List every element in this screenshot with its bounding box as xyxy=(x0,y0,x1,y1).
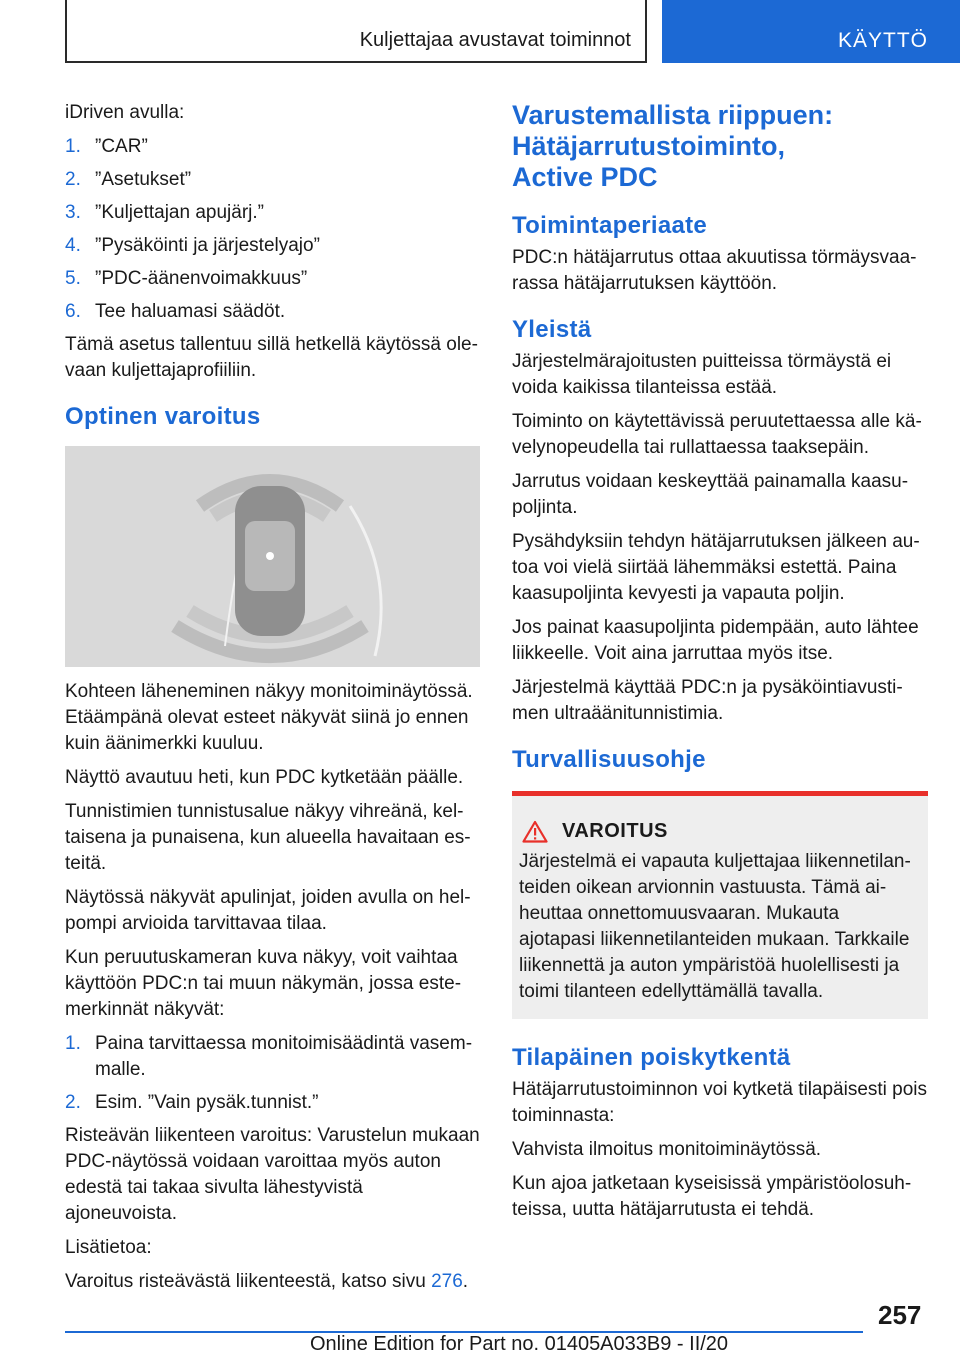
step-number: 1. xyxy=(65,136,81,157)
step-text: ”Pysäköinti ja järjestelyajo” xyxy=(95,235,320,256)
step-text: ”Asetukset” xyxy=(95,169,192,190)
more-info-label: Lisätietoa: xyxy=(65,1237,152,1258)
settings-steps xyxy=(65,134,480,325)
temporary-off-para-3: Kun ajoa jatketaan kyseisissä ympäristöolosuhteissa, uutta hätäjarrutusta ei tehdä. xyxy=(512,1173,912,1220)
header-tab-label: KÄYTTÖ xyxy=(837,29,928,52)
principle-text: PDC:n hätäjarrutus ottaa akuutissa törmäysvaarassa hätäjarrutuksen käyttöön. xyxy=(512,247,917,294)
step-text: ”CAR” xyxy=(95,136,148,157)
page-link[interactable]: 276 xyxy=(431,1271,463,1292)
step-number: 3. xyxy=(65,202,81,223)
title-line-2: Hätäjarrutustoiminto, xyxy=(512,131,786,161)
principle-heading: Toimintaperiaate xyxy=(512,212,708,239)
step-number: 4. xyxy=(65,235,81,256)
safety-heading: Turvallisuusohje xyxy=(512,746,706,773)
list-item xyxy=(65,266,480,292)
general-para-1: Järjestelmärajoitusten puitteissa törmäystä ei voida kaikissa tilanteissa estää. xyxy=(512,351,892,398)
page-number: 257 xyxy=(878,1300,922,1330)
camera-steps xyxy=(65,1031,480,1116)
step-text: Tee haluamasi säädöt. xyxy=(95,301,286,322)
general-section xyxy=(512,315,928,727)
warning-triangle-icon xyxy=(522,820,548,843)
optical-para-5: Kun peruutuskameran kuva näkyy, voit vaihtaa käyttöön PDC:n tai muun näkymän, jossa estemerkinnät näkyvät: xyxy=(65,947,462,1020)
temporary-off-heading: Tilapäinen poiskytkentä xyxy=(512,1044,791,1071)
cross-reference-suffix: . xyxy=(462,1271,469,1292)
footer-edition: Online Edition for Part no. 01405A033B9 - II/20 xyxy=(310,1333,729,1355)
optical-para-3: Tunnistimien tunnistusalue näkyy vihreänä, keltaisena ja punaisena, kun alueella havaitaan esteitä. xyxy=(65,801,471,874)
optical-para-1: Kohteen läheneminen näkyy monitoiminäytössä. Etäämpänä olevat esteet näkyvät siinä jo ennen kuin äänimerkki kuuluu. xyxy=(65,681,473,754)
step-number: 6. xyxy=(65,301,81,322)
title-line-1: Varustemallista riippuen: xyxy=(512,100,834,130)
step-text: ”Kuljettajan apujärj.” xyxy=(95,202,264,223)
car-center-dot xyxy=(266,552,274,560)
temporary-off-para-2: Vahvista ilmoitus monitoiminäytössä. xyxy=(512,1139,822,1160)
cross-reference xyxy=(65,1269,480,1295)
step-text: Paina tarvittaessa monitoimisäädintä vasemmalle. xyxy=(95,1033,473,1080)
temporary-off-section xyxy=(512,1043,928,1223)
pdc-display-illustration xyxy=(65,446,480,667)
step-text: Esim. ”Vain pysäk.tunnist.” xyxy=(95,1092,319,1113)
step-number: 2. xyxy=(65,169,81,190)
cross-traffic-para: Risteävän liikenteen varoitus: Varustelun mukaan PDC-näytössä voidaan varoittaa myös auton edestä tai takaa sivulta lähestyvistä ajoneuvoista. xyxy=(65,1125,480,1224)
list-item xyxy=(65,134,480,160)
general-heading: Yleistä xyxy=(512,316,592,343)
right-column xyxy=(512,100,928,1241)
optical-para-2: Näyttö avautuu heti, kun PDC kytketään päälle. xyxy=(65,767,464,788)
list-item xyxy=(65,299,480,325)
temporary-off-para-1: Hätäjarrutustoiminnon voi kytketä tilapäisesti pois toiminnasta: xyxy=(512,1079,928,1126)
general-para-6: Järjestelmä käyttää PDC:n ja pysäköintiavustimen ultraäänitunnistimia. xyxy=(512,677,903,724)
step-number: 2. xyxy=(65,1092,81,1113)
header-section-title: Kuljettajaa avustavat toiminnot xyxy=(359,29,631,51)
warning-box xyxy=(512,791,928,1019)
warning-header xyxy=(519,820,918,843)
left-column xyxy=(65,100,480,1303)
list-item xyxy=(65,200,480,226)
general-para-5: Jos painat kaasupoljinta pidempään, auto lähtee liikkeelle. Voit aina jarruttaa myös itse. xyxy=(512,617,919,664)
intro-text: iDriven avulla: xyxy=(65,102,185,123)
warning-text: Järjestelmä ei vapauta kuljettajaa liikennetilanteiden oikean arvionnin vastuusta. Tämä aiheuttaa onnettomuusvaaran. Mukauta ajotapasi liikennetilanteiden mukaan. Tarkkaile liikennettä ja auton ympäristöä huolellisesti ja toimi tilanteen edellyttämällä tavalla. xyxy=(519,851,911,1002)
title-line-3: Active PDC xyxy=(512,162,658,192)
general-para-3: Jarrutus voidaan keskeyttää painamalla kaasupoljinta. xyxy=(512,471,909,518)
cross-reference-text: Varoitus risteävästä liikenteestä, katso sivu xyxy=(65,1271,432,1292)
warning-title: VAROITUS xyxy=(562,820,668,842)
step-text: ”PDC-äänenvoimakkuus” xyxy=(95,268,308,289)
general-para-4: Pysähdyksiin tehdyn hätäjarrutuksen jälkeen autoa voi vielä siirtää lähemmäksi estettä. Paina kaasupoljinta kevyesti ja vapauta poljin. xyxy=(512,531,920,604)
step-number: 1. xyxy=(65,1033,81,1054)
header-tab[interactable] xyxy=(662,0,960,63)
step-number: 5. xyxy=(65,268,81,289)
optical-para-4: Näytössä näkyvät apulinjat, joiden avulla on helpompi arvioida tarvittavaa tilaa. xyxy=(65,887,471,934)
principle-section xyxy=(512,211,928,297)
list-item xyxy=(65,167,480,193)
main-section-title xyxy=(512,100,928,193)
list-item xyxy=(65,1090,480,1116)
profile-note: Tämä asetus tallentuu sillä hetkellä käytössä olevaan kuljettajaprofiiliin. xyxy=(65,334,478,381)
header-frame xyxy=(65,0,647,63)
optical-warning-heading: Optinen varoitus xyxy=(65,403,261,430)
general-para-2: Toiminto on käytettävissä peruutettaessa alle kävelynopeudella tai rullattaessa taaksepäin. xyxy=(512,411,922,458)
list-item xyxy=(65,233,480,259)
list-item xyxy=(65,1031,480,1083)
